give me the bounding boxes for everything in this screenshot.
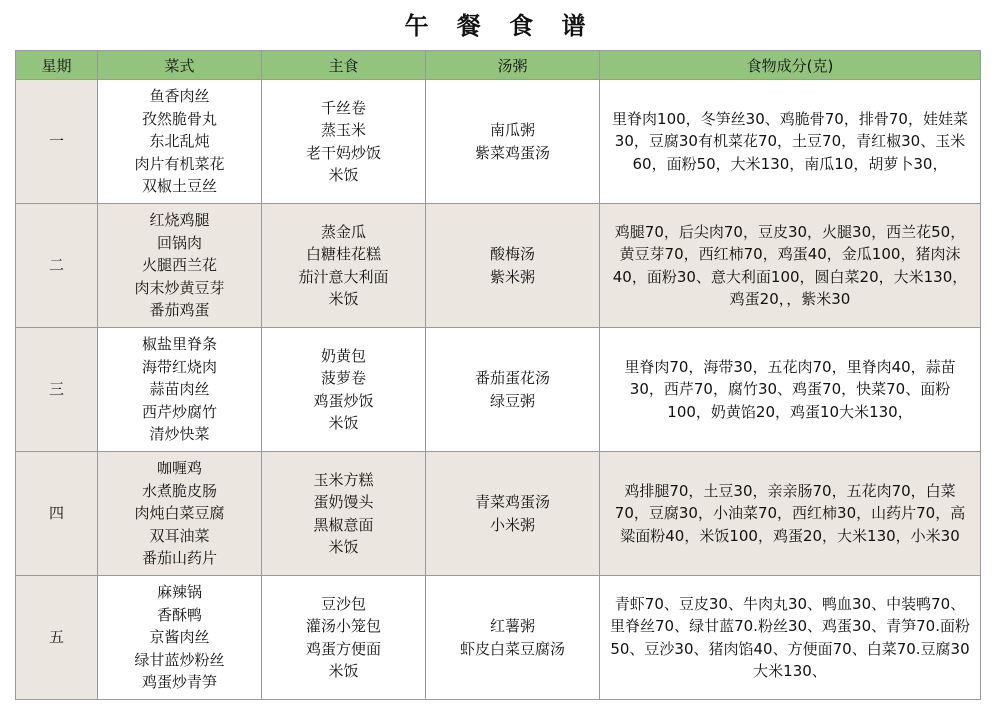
staple-item: 灌汤小笼包 [305,617,381,635]
dish-item: 水煮脆皮肠 [141,481,217,500]
dish-item: 番茄山药片 [141,549,217,568]
day-cell: 二 [16,204,98,328]
soup-cell [426,328,600,452]
dish-item: 麻辣锅 [156,583,202,602]
dish-item: 肉末炒黄豆芽 [134,278,225,297]
dish-item: 西芹炒腐竹 [141,402,217,421]
dish-item: 火腿西兰花 [141,256,217,275]
staple-item: 茄汁意大利面 [298,267,389,286]
ingredients-cell: 里脊肉70，海带30，五花肉70，里脊肉40，蒜苗30，西芹70，腐竹30、鸡蛋70，快菜70、面粉100，奶黄馅20，鸡蛋10大米130， [600,328,981,452]
staple-item: 米饭 [328,662,359,680]
staple-item: 菠萝卷 [320,369,366,387]
dish-item: 番茄鸡蛋 [149,301,210,320]
staple-item: 千丝卷 [320,98,366,117]
dish-item: 绿甘蓝炒粉丝 [134,650,225,669]
staple-item: 蛋奶馒头 [313,493,374,511]
lunch-menu-table [15,50,981,700]
soup-item: 小米粥 [489,515,535,534]
soup-cell [426,452,600,576]
dish-item: 香酥鸭 [156,605,202,624]
dish-item: 椒盐里脊条 [141,335,217,354]
staple-item: 鸡蛋方便面 [305,639,381,658]
staple-item: 老干妈炒饭 [305,143,381,162]
header-soup: 汤粥 [426,51,600,80]
dish-item: 红烧鸡腿 [149,211,210,230]
staple-item: 蒸玉米 [320,121,366,139]
soup-item: 虾皮白菜豆腐汤 [459,639,565,658]
soup-item: 紫米粥 [489,267,535,286]
dish-item: 东北乱炖 [149,132,210,151]
staple-item: 豆沙包 [320,594,366,613]
staple-item: 米饭 [328,414,359,432]
soup-item: 酸梅汤 [489,245,535,263]
staple-item: 奶黄包 [320,346,366,365]
staple-item: 鸡蛋炒饭 [313,391,374,410]
staple-item: 蒸金瓜 [320,222,366,241]
day-cell: 一 [16,80,98,204]
staple-cell [262,328,426,452]
soup-item: 红薯粥 [489,617,535,635]
header-staple: 主食 [262,51,426,80]
ingredients-cell: 里脊肉100，冬笋丝30、鸡脆骨70，排骨70，娃娃菜30，豆腐30有机菜花70，土豆70，青红椒30、玉米60，面粉50，大米130，南瓜10，胡萝卜30， [600,80,981,204]
dish-item: 鸡蛋炒青笋 [141,673,217,692]
staple-item: 米饭 [328,290,359,308]
dish-item: 蒜苗肉丝 [149,380,210,399]
table-row [16,452,981,576]
soup-item: 青菜鸡蛋汤 [474,493,550,511]
header-row [16,51,981,80]
staple-cell [262,80,426,204]
soup-cell [426,80,600,204]
dish-item: 回锅肉 [156,233,202,252]
staple-cell [262,204,426,328]
header-ingredients: 食物成分(克) [600,51,981,80]
staple-item: 米饭 [328,166,359,184]
dish-item: 清炒快菜 [149,425,210,444]
dish-item: 肉片有机菜花 [134,154,225,173]
ingredients-cell: 青虾70、豆皮30、牛肉丸30、鸭血30、中装鸭70、里脊丝70、绿甘蓝70.粉丝30、鸡蛋30、青笋70.面粉50、豆沙30、猪肉馅40、方便面70、白菜70.豆腐30大米130、 [600,576,981,700]
soup-cell [426,576,600,700]
staple-item: 白糖桂花糕 [305,245,381,263]
soup-item: 南瓜粥 [489,121,535,139]
dishes-cell [98,576,262,700]
ingredients-cell: 鸡腿70，后尖肉70，豆皮30，火腿30，西兰花50，黄豆芽70，西红柿70，鸡蛋40，金瓜100，猪肉沫40，面粉30、意大利面100，圆白菜20，大米130，鸡蛋20，，紫米30 [600,204,981,328]
dish-item: 鱼香肉丝 [149,87,210,106]
staple-item: 米饭 [328,538,359,556]
table-row [16,576,981,700]
dishes-cell [98,452,262,576]
staple-cell [262,576,426,700]
day-cell: 三 [16,328,98,452]
dish-item: 孜然脆骨丸 [141,109,217,128]
soup-item: 绿豆粥 [489,391,535,410]
dish-item: 咖喱鸡 [156,459,202,478]
table-row [16,328,981,452]
staple-cell [262,452,426,576]
staple-item: 玉米方糕 [313,470,374,489]
dish-item: 双椒土豆丝 [141,177,217,196]
soup-cell [426,204,600,328]
dish-item: 京酱肉丝 [149,628,210,647]
dish-item: 双耳油菜 [149,526,210,545]
day-cell: 五 [16,576,98,700]
dishes-cell [98,328,262,452]
day-cell: 四 [16,452,98,576]
dish-item: 海带红烧肉 [141,357,217,376]
header-day: 星期 [16,51,98,80]
dish-item: 肉炖白菜豆腐 [134,504,225,523]
ingredients-cell: 鸡排腿70，土豆30，亲亲肠70，五花肉70，白菜70，豆腐30，小油菜70，西红柿30，山药片70，高粱面粉40，米饭100，鸡蛋20，大米130，小米30 [600,452,981,576]
staple-item: 黑椒意面 [313,515,374,534]
table-row [16,204,981,328]
soup-item: 紫菜鸡蛋汤 [474,143,550,162]
header-dishes: 菜式 [98,51,262,80]
dishes-cell [98,80,262,204]
table-row [16,80,981,204]
soup-item: 番茄蛋花汤 [474,369,550,387]
page-title: 午 餐 食 谱 [404,11,596,40]
dishes-cell [98,204,262,328]
